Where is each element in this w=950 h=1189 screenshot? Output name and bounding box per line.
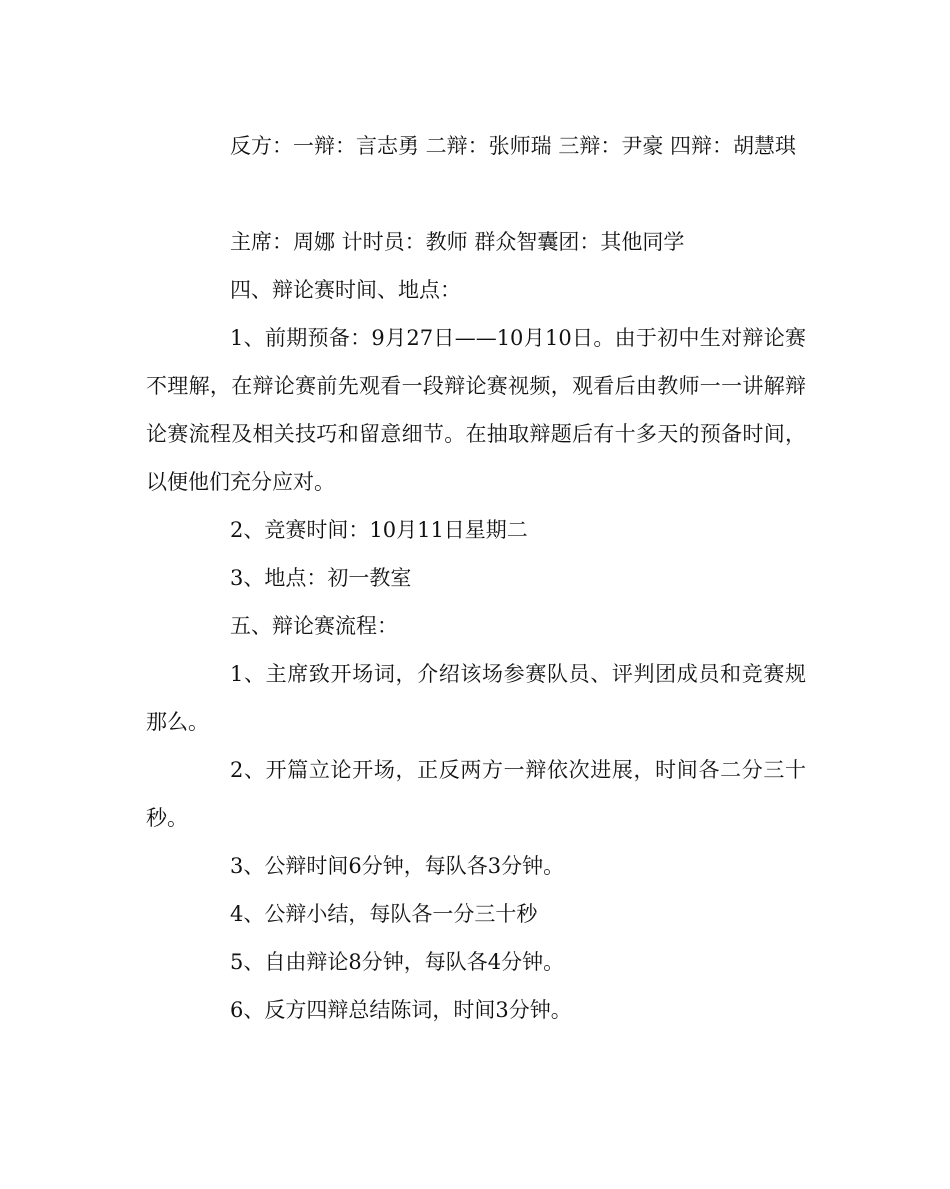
paragraph-process-step-2: 2、开篇立论开场，正反两方一辩依次进展，时间各二分三十秒。 [146, 758, 806, 830]
paragraph-process-step-1: 1、主席致开场词，介绍该场参赛队员、评判团成员和竞赛规那么。 [146, 662, 806, 734]
paragraph-process-step-4: 4、公辩小结，每队各一分三十秒 [230, 902, 538, 926]
paragraph-opposing-team: 反方：一辩：言志勇 二辩：张师瑞 三辩：尹豪 四辩：胡慧琪 [230, 134, 797, 158]
paragraph-process-step-6: 6、反方四辩总结陈词，时间3分钟。 [230, 998, 572, 1022]
section-heading-time-place: 四、辩论赛时间、地点： [230, 278, 461, 302]
section-heading-process: 五、辩论赛流程： [230, 614, 398, 638]
paragraph-chair-timekeeper: 主席：周娜 计时员：教师 群众智囊团：其他同学 [230, 230, 685, 254]
paragraph-preparation: 1、前期预备：9月27日——10月10日。由于初中生对辩论赛不理解，在辩论赛前先观看一段辩论赛视频，观看后由教师一一讲解辩论赛流程及相关技巧和留意细节。在抽取辩题后有十多天的预备时间，以便他们充分应对。 [146, 326, 806, 494]
paragraph-competition-time: 2、竞赛时间：10月11日星期二 [230, 518, 528, 542]
paragraph-location: 3、地点：初一教室 [230, 566, 412, 590]
paragraph-process-step-5: 5、自由辩论8分钟，每队各4分钟。 [230, 950, 565, 974]
paragraph-process-step-3: 3、公辩时间6分钟，每队各3分钟。 [230, 854, 565, 878]
